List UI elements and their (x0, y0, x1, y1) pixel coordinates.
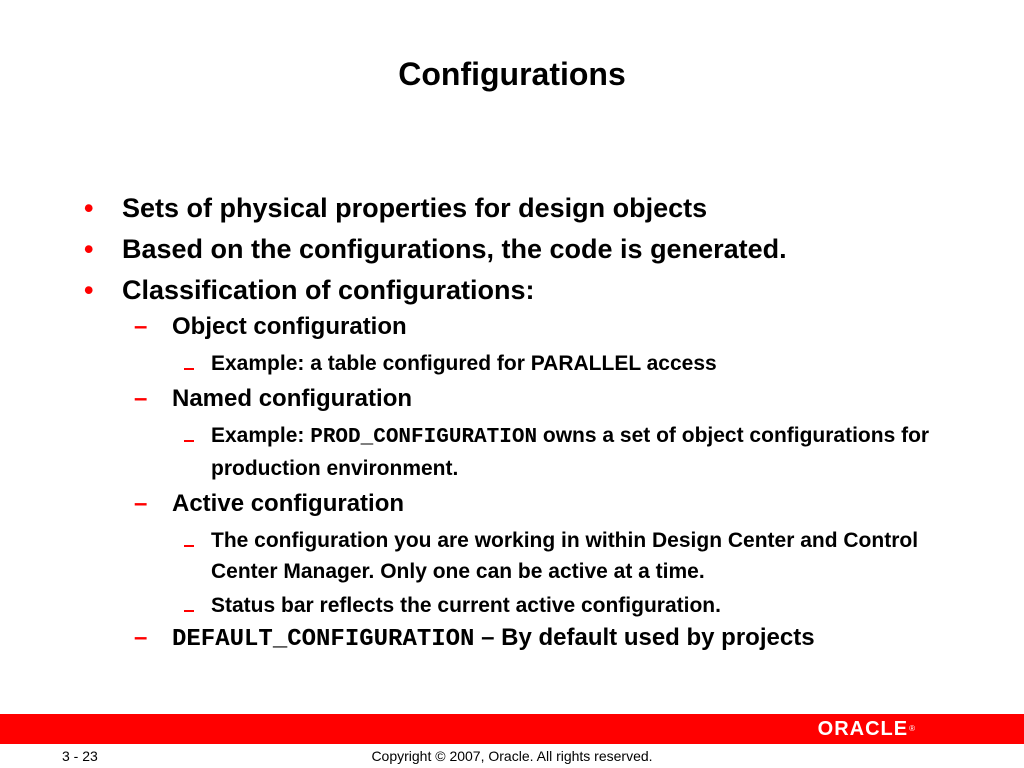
bullet-item (0, 274, 1024, 312)
config-code: DEFAULT_CONFIGURATION (172, 626, 475, 653)
config-code: PROD_CONFIGURATION (310, 426, 538, 449)
bullet-item (0, 233, 1024, 274)
sub-bullet-item (0, 384, 1024, 420)
detail-text: Status bar reflects the current active configuration. (211, 594, 721, 617)
sub-bullet-marker: – (134, 313, 148, 340)
sub-bullet-marker: – (134, 385, 148, 412)
oracle-logo-text: ORACLE (817, 718, 909, 740)
oracle-logo (818, 719, 916, 739)
footer-bar (0, 714, 1024, 744)
detail-text-prefix: Example: (211, 424, 311, 447)
detail-item (0, 590, 1024, 621)
sub-bullet-text: – By default used by projects (474, 624, 815, 651)
dash-marker (184, 440, 194, 442)
dash-marker (184, 610, 194, 612)
sub-bullet-item (0, 489, 1024, 525)
sub-bullet-text: Active configuration (172, 490, 405, 517)
bullet-text: Sets of physical properties for design objects (122, 193, 708, 223)
detail-text: Example: a table configured for PARALLEL access (211, 352, 717, 375)
detail-item (0, 348, 1024, 379)
bullet-marker: • (84, 275, 94, 305)
bullet-text: Based on the configurations, the code is generated. (122, 234, 787, 264)
slide-title: Configurations (398, 56, 626, 92)
bullet-marker: • (84, 234, 94, 264)
detail-item (0, 420, 1024, 484)
copyright-notice: Copyright © 2007, Oracle. All rights reserved. (371, 748, 653, 764)
sub-bullet-item (0, 312, 1024, 348)
page-number: 3 - 23 (62, 748, 98, 764)
dash-marker (184, 545, 194, 547)
detail-item (0, 525, 1024, 587)
sub-bullet-text: Object configuration (172, 313, 407, 340)
bullet-item (0, 192, 1024, 233)
bullet-marker: • (84, 193, 94, 223)
sub-bullet-item (0, 623, 1024, 659)
detail-text: The configuration you are working in within Design Center and Control Center Manager. Only one can be active at a time. (211, 529, 919, 583)
registered-mark: ® (909, 724, 916, 733)
dash-marker (184, 368, 194, 370)
detail-text-suffix: owns a set of object configurations for production environment. (211, 424, 930, 480)
slide-content (0, 192, 1024, 659)
sub-bullet-marker: – (134, 490, 148, 517)
sub-bullet-marker: – (134, 624, 148, 651)
bullet-text: Classification of configurations: (122, 275, 535, 305)
sub-bullet-text: Named configuration (172, 385, 413, 412)
